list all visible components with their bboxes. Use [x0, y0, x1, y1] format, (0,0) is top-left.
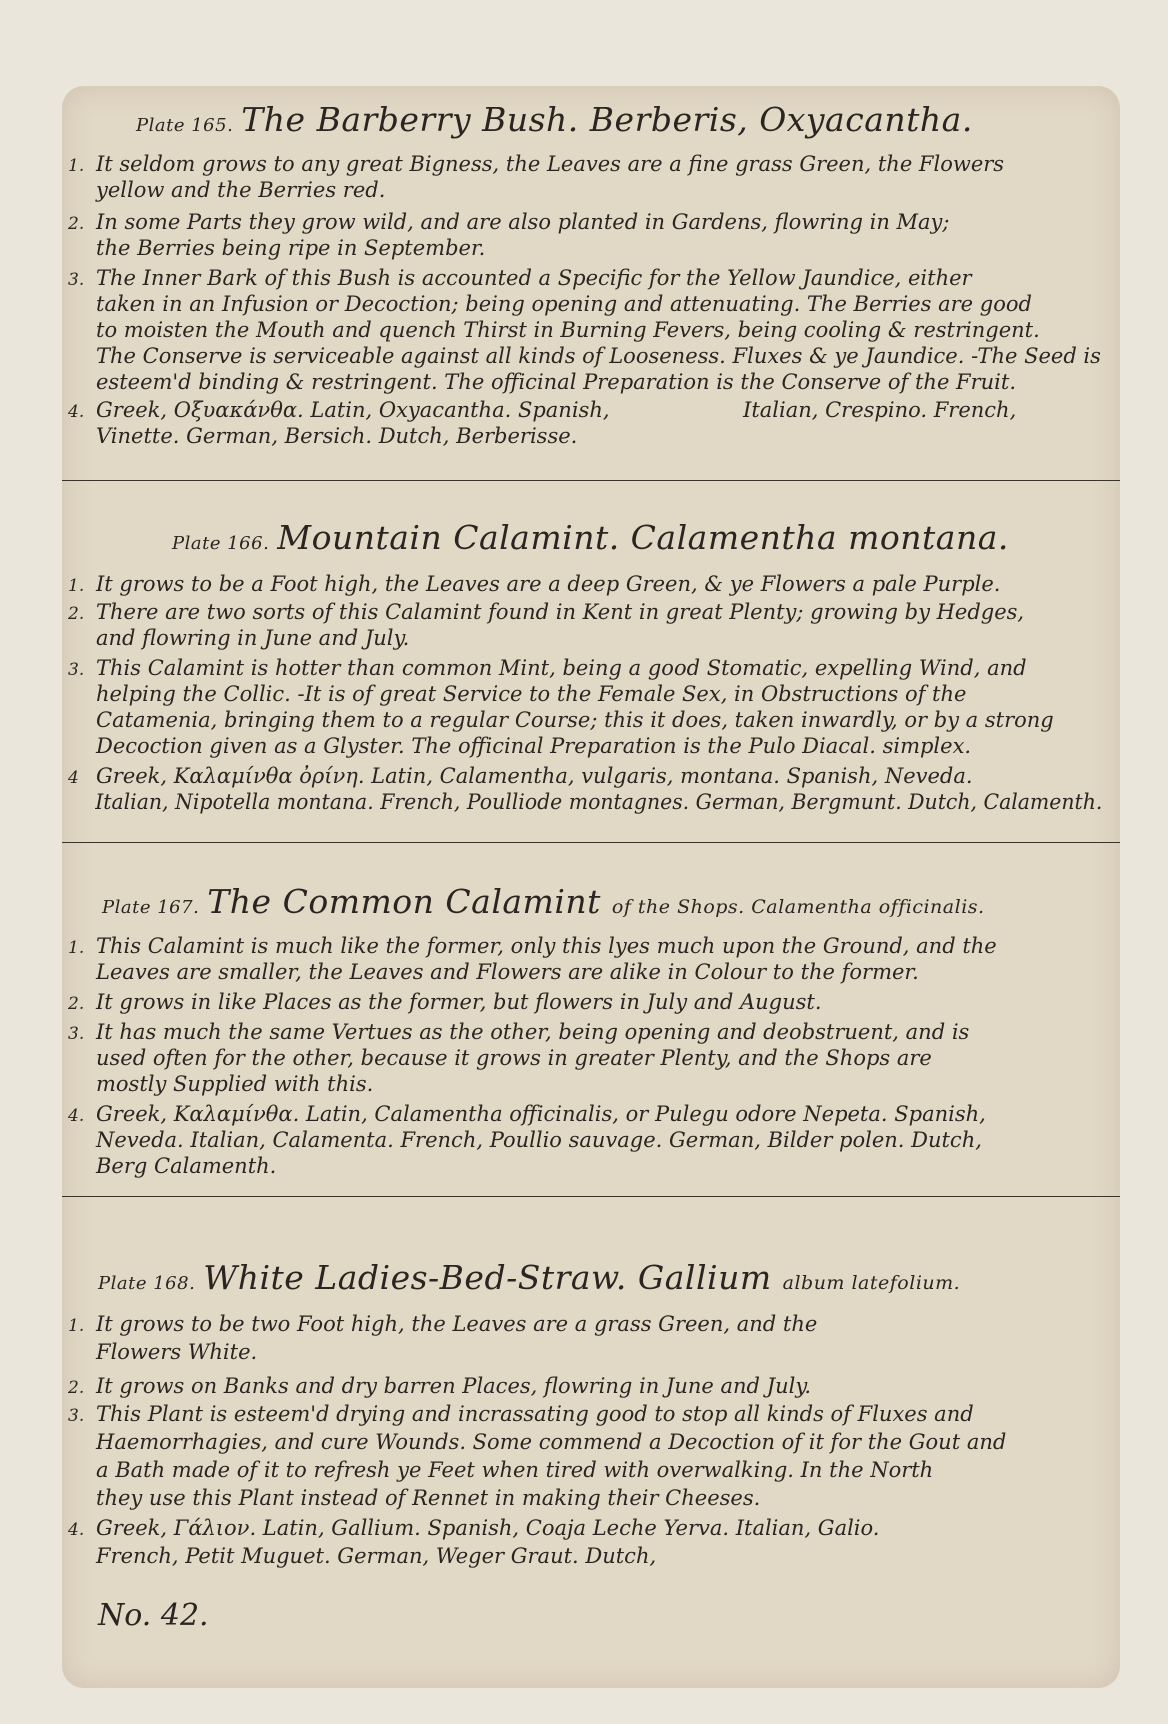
text-line: Berg Calamenth.: [96, 1154, 277, 1178]
text-line: 4 Greek, Καλαμίνθα ὀρίνη. Latin, Calamentha, vulgaris, montana. Spanish, Neveda.: [68, 764, 973, 788]
text-line: Flowers White.: [96, 1340, 258, 1364]
text-line: to moisten the Mouth and quench Thirst in Burning Fevers, being cooling & restringent.: [96, 318, 1040, 342]
page-number: No. 42.: [98, 1598, 209, 1633]
text-line: 1. This Calamint is much like the former, only this lyes much upon the Ground, and the: [68, 934, 997, 958]
text-line: used often for the other, because it grows in greater Plenty, and the Shops are: [96, 1046, 932, 1070]
text-line: Catamenia, bringing them to a regular Course; this it does, taken inwardly, or by a strong: [96, 708, 1054, 732]
text-line: 3. This Plant is esteem'd drying and incrassating good to stop all kinds of Fluxes and: [68, 1402, 974, 1426]
plate-title-continued: album latefolium.: [782, 1272, 961, 1294]
text-line: the Berries being ripe in September.: [96, 236, 486, 260]
text-line: taken in an Infusion or Decoction; being opening and attenuating. The Berries are good: [96, 292, 1032, 316]
text-line: 1. It seldom grows to any great Bigness, the Leaves are a fine grass Green, the Flowers: [68, 152, 1005, 176]
section-divider: [62, 842, 1120, 843]
plate-168-heading: [98, 1258, 960, 1297]
text-line: 1. It grows to be two Foot high, the Leaves are a grass Green, and the: [68, 1312, 818, 1336]
plate-title: Mountain Calamint. Calamentha montana.: [277, 518, 1009, 557]
text-line: esteem'd binding & restringent. The officinal Preparation is the Conserve of the Fruit.: [96, 370, 1017, 394]
text-line: mostly Supplied with this.: [96, 1072, 374, 1096]
plate-title: The Barberry Bush. Berberis, Oxyacantha.: [241, 100, 973, 139]
text-line: 2. It grows on Banks and dry barren Places, flowring in June and July.: [68, 1374, 812, 1398]
text-line: Haemorrhagies, and cure Wounds. Some commend a Decoction of it for the Gout and: [96, 1430, 1007, 1454]
text-line: French, Petit Muguet. German, Weger Graut. Dutch,: [96, 1544, 657, 1568]
text-line: 3. The Inner Bark of this Bush is accounted a Specific for the Yellow Jaundice, either: [68, 266, 972, 290]
text-line: 1. It grows to be a Foot high, the Leaves are a deep Green, & ye Flowers a pale Purple.: [68, 572, 1001, 596]
text-line: Decoction given as a Glyster. The officinal Preparation is the Pulo Diacal. simplex.: [96, 734, 972, 758]
text-line: 3. It has much the same Vertues as the other, being opening and deobstruent, and is: [68, 1020, 970, 1044]
text-line: Neveda. Italian, Calamenta. French, Poullio sauvage. German, Bilder polen. Dutch,: [96, 1128, 982, 1152]
text-line: 3. This Calamint is hotter than common Mint, being a good Stomatic, expelling Wind, and: [68, 656, 1027, 680]
text-line: 2. In some Parts they grow wild, and are also planted in Gardens, flowring in May;: [68, 210, 950, 234]
plate-title-continued: of the Shops. Calamentha officinalis.: [611, 896, 985, 918]
text-line: yellow and the Berries red.: [96, 178, 386, 202]
plate-number: Plate 167.: [102, 897, 200, 918]
text-line: a Bath made of it to refresh ye Feet when tired with overwalking. In the North: [96, 1458, 934, 1482]
text-line: helping the Collic. -It is of great Service to the Female Sex, in Obstructions of the: [96, 682, 967, 706]
text-line: 4. Greek, Καλαμίνθα. Latin, Calamentha officinalis, or Pulegu odore Nepeta. Spanish,: [68, 1102, 986, 1126]
section-divider: [62, 480, 1120, 481]
text-line: 4. Greek, Γάλιον. Latin, Gallium. Spanish, Coaja Leche Yerva. Italian, Galio.: [68, 1516, 880, 1540]
plate-166-heading: [172, 518, 1009, 557]
text-line: Leaves are smaller, the Leaves and Flowers are alike in Colour to the former.: [96, 960, 919, 984]
plate-165-heading: [136, 100, 973, 139]
text-line: The Conserve is serviceable against all kinds of Looseness. Fluxes & ye Jaundice. -The Seed is: [96, 344, 1101, 368]
plate-167-heading: [102, 882, 985, 921]
section-divider: [62, 1196, 1120, 1197]
text-line: 2. It grows in like Places as the former, but flowers in July and August.: [68, 990, 822, 1014]
engraved-plate-sheet: [62, 86, 1120, 1688]
text-line: 2. There are two sorts of this Calamint found in Kent in great Plenty; growing by Hedges,: [68, 600, 1025, 624]
text-line: 4. Greek, Οξυακάνθα. Latin, Oxyacantha. Spanish, Italian, Crespino. French,: [68, 398, 1017, 422]
plate-number: Plate 166.: [172, 533, 270, 554]
plate-number: Plate 168.: [98, 1273, 196, 1294]
plate-title: White Ladies-Bed-Straw. Gallium: [203, 1258, 772, 1297]
plate-number: Plate 165.: [136, 115, 234, 136]
text-line: and flowring in June and July.: [96, 626, 410, 650]
text-line: Italian, Nipotella montana. French, Poulliode montagnes. German, Bergmunt. Dutch, Calamenth.: [95, 790, 1103, 814]
plate-title: The Common Calamint: [207, 882, 601, 921]
text-line: Vinette. German, Bersich. Dutch, Berberisse.: [96, 424, 578, 448]
text-line: they use this Plant instead of Rennet in making their Cheeses.: [96, 1486, 761, 1510]
